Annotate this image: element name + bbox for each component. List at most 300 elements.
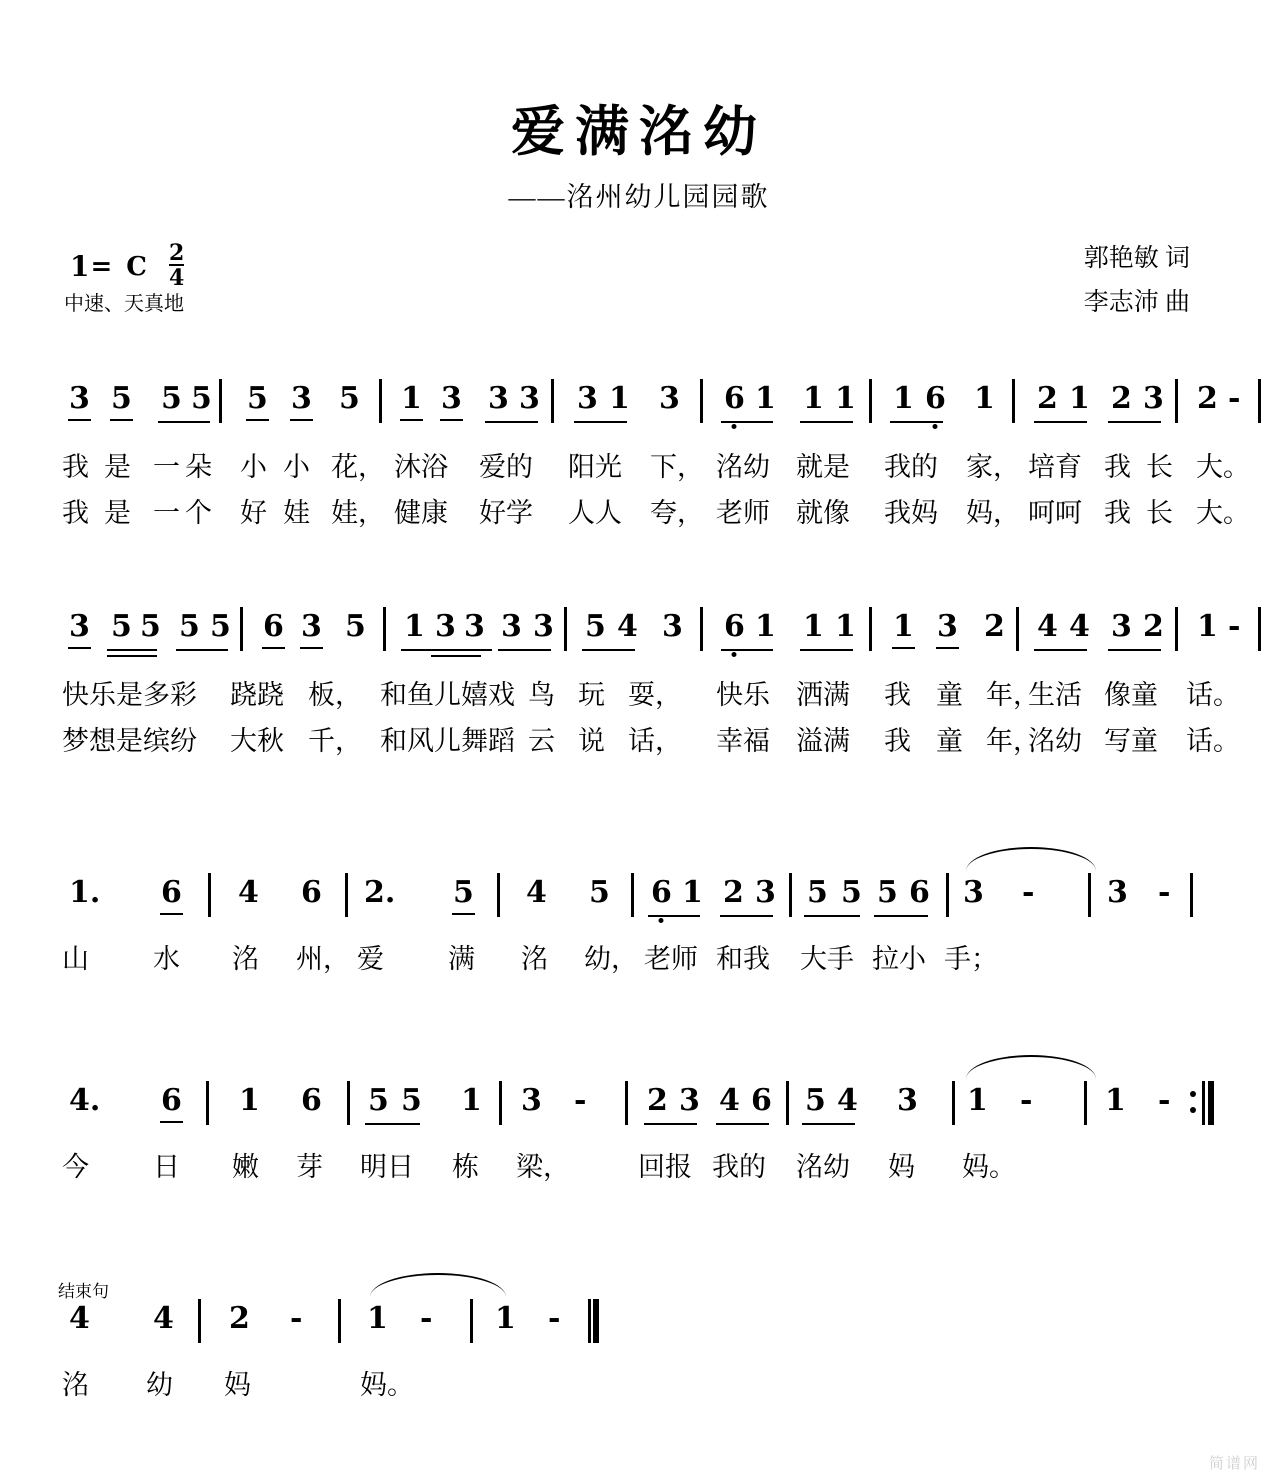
note-row-2	[0, 609, 1278, 663]
barline	[952, 1081, 955, 1125]
lyric-syllable: 洺幼	[1028, 726, 1082, 756]
note: 6	[263, 609, 284, 644]
lyric-syllable: 快乐	[716, 680, 770, 710]
barline	[789, 873, 792, 917]
note: 3	[1143, 381, 1164, 416]
note-dotted: 2.	[364, 875, 396, 910]
note: 1	[803, 609, 824, 644]
note: 6	[161, 875, 182, 910]
note: 3	[897, 1083, 918, 1118]
barline	[1084, 1081, 1087, 1125]
lyric-syllable: 花，	[331, 452, 385, 482]
music-system-4	[0, 1083, 1278, 1191]
note: 2	[1037, 381, 1058, 416]
lyric-syllable: 个	[185, 498, 212, 528]
lyric-syllable: 是	[104, 498, 131, 528]
note: 6	[724, 609, 745, 644]
key-equals-label: =	[90, 251, 113, 282]
barline	[345, 873, 348, 917]
lyric-syllable: 满	[448, 944, 475, 974]
lyric-syllable: 芽	[296, 1152, 323, 1182]
note: 3	[659, 381, 680, 416]
barline	[206, 1081, 209, 1125]
score-metadata	[0, 237, 1278, 329]
barline	[1258, 379, 1261, 423]
tie-slur	[966, 847, 1096, 871]
note: 2	[647, 1083, 668, 1118]
lyric-syllable: 大手	[800, 944, 854, 974]
barline	[869, 379, 872, 423]
lyric-syllable: 鸟	[528, 680, 555, 710]
note: 3	[1111, 609, 1132, 644]
note: 2	[984, 609, 1005, 644]
note: 6	[161, 1083, 182, 1118]
note: 2	[1143, 609, 1164, 644]
note: 5	[877, 875, 898, 910]
note: 4	[617, 609, 638, 644]
lyric-syllable: 我	[1104, 498, 1131, 528]
composer-credit: 李志沛 曲	[1083, 288, 1190, 316]
note: 3	[519, 381, 540, 416]
lyric-syllable: 沐浴	[394, 452, 448, 482]
note: 1	[967, 1083, 988, 1118]
lyric-syllable: 朵	[185, 452, 212, 482]
note: 3	[533, 609, 554, 644]
note: 1	[893, 381, 914, 416]
beam	[716, 1123, 769, 1126]
barline	[946, 873, 949, 917]
barline	[470, 1299, 473, 1343]
lyric-row-coda	[0, 1363, 1278, 1409]
lyric-syllable: 像童	[1104, 680, 1158, 710]
lyric-syllable: 洒满	[796, 680, 850, 710]
lyric-syllable: 爱的	[479, 452, 533, 482]
music-system-1	[0, 381, 1278, 537]
note: 5	[161, 381, 182, 416]
lyric-syllable: 培育	[1028, 452, 1082, 482]
lyric-syllable: 拉小	[872, 944, 926, 974]
beam	[1108, 649, 1161, 652]
note: 5	[339, 381, 360, 416]
beam	[802, 1123, 855, 1126]
lyric-syllable: 妈。	[962, 1152, 1016, 1182]
note: 6	[751, 1083, 772, 1118]
lyric-syllable: 手；	[944, 944, 998, 974]
note: 1	[893, 609, 914, 644]
note: 5	[210, 609, 231, 644]
lyric-syllable: 嫩	[232, 1152, 259, 1182]
beam	[721, 649, 773, 652]
note-dotted: 1.	[69, 875, 101, 910]
lyric-syllable: 小	[240, 452, 267, 482]
music-system-3	[0, 875, 1278, 983]
lyric-row-3	[0, 937, 1278, 983]
tie-slur	[370, 1273, 506, 1297]
beam	[485, 421, 538, 424]
lyric-syllable: 下，	[650, 452, 704, 482]
note: 1	[755, 609, 776, 644]
tempo-marking: 中速、天真地	[64, 293, 184, 315]
beam	[644, 1123, 697, 1126]
lyric-syllable: 话，	[628, 726, 682, 756]
lyric-syllable: 山	[62, 944, 89, 974]
lyric-syllable: 话。	[1186, 726, 1240, 756]
lyric-syllable: 州，	[296, 944, 350, 974]
note-row-4	[0, 1083, 1278, 1137]
lyric-syllable: 幸福	[716, 726, 770, 756]
barline	[625, 1081, 628, 1125]
lyric-syllable: 梦想是缤纷	[62, 726, 197, 756]
note: 4	[69, 1301, 90, 1336]
note: 1	[609, 381, 630, 416]
lyric-syllable: 健康	[394, 498, 448, 528]
barline	[347, 1081, 350, 1125]
barline	[869, 607, 872, 651]
note: 4	[1069, 609, 1090, 644]
page-title: 爱满洺幼	[511, 99, 767, 163]
lyric-syllable: 溢满	[796, 726, 850, 756]
lyric-syllable: 和鱼儿嬉戏	[380, 680, 515, 710]
lyric-syllable: 玩	[578, 680, 605, 710]
beam	[582, 649, 635, 652]
lyric-syllable: 话。	[1186, 680, 1240, 710]
lyric-syllable: 今	[62, 1152, 89, 1182]
lyric-syllable: 云	[528, 726, 555, 756]
note: 6	[909, 875, 930, 910]
credits	[1084, 237, 1190, 325]
note-dash: -	[1022, 875, 1035, 910]
lyric-syllable: 好	[240, 498, 267, 528]
key-name-label: C	[126, 251, 147, 282]
note: 5	[368, 1083, 389, 1118]
lyric-syllable: 洺	[62, 1370, 89, 1400]
lyric-row-1a	[0, 445, 1278, 491]
lyric-syllable: 洺幼	[716, 452, 770, 482]
note: 4	[153, 1301, 174, 1336]
note: 3	[435, 609, 456, 644]
note-dash: -	[1158, 875, 1171, 910]
barline	[1016, 607, 1019, 651]
lyric-syllable: 跷跷	[230, 680, 284, 710]
lyric-syllable: 大秋	[230, 726, 284, 756]
lyric-syllable: 家，	[966, 452, 1020, 482]
lyric-syllable: 快乐是多彩	[62, 680, 197, 710]
barline	[564, 607, 567, 651]
barline	[383, 607, 386, 651]
note-dash: -	[574, 1083, 587, 1118]
lyric-syllable: 梁，	[516, 1152, 570, 1182]
lyric-syllable: 老师	[644, 944, 698, 974]
note: 2	[723, 875, 744, 910]
lyric-syllable: 阳光	[568, 452, 622, 482]
barline	[198, 1299, 201, 1343]
lyric-syllable: 妈	[224, 1370, 251, 1400]
note-dash: -	[548, 1301, 561, 1336]
lyric-syllable: 我的	[884, 452, 938, 482]
lyric-syllable: 幼	[146, 1370, 173, 1400]
note: 3	[441, 381, 462, 416]
key-signature	[70, 240, 185, 292]
barline	[1190, 873, 1193, 917]
lyric-row-2a	[0, 673, 1278, 719]
note: 6	[724, 381, 745, 416]
note: 2	[1111, 381, 1132, 416]
note: 3	[963, 875, 984, 910]
lyric-row-2b	[0, 719, 1278, 765]
lyric-syllable: 好学	[479, 498, 533, 528]
note: 3	[1107, 875, 1128, 910]
lyric-syllable: 大。	[1196, 452, 1250, 482]
note: 3	[291, 381, 312, 416]
lyric-syllable: 就像	[796, 498, 850, 528]
note-row-3	[0, 875, 1278, 929]
lyric-syllable: 年，	[986, 726, 1040, 756]
lyric-syllable: 耍，	[628, 680, 682, 710]
note: 2	[1197, 381, 1218, 416]
lyric-syllable: 我	[884, 680, 911, 710]
lyric-syllable: 长	[1146, 452, 1173, 482]
beam	[498, 649, 551, 652]
lyric-syllable: 小	[283, 452, 310, 482]
lyric-syllable: 栋	[452, 1152, 479, 1182]
note: 5	[807, 875, 828, 910]
note: 5	[585, 609, 606, 644]
note: 1	[835, 609, 856, 644]
barline	[499, 1081, 502, 1125]
note-dash: -	[1158, 1083, 1171, 1118]
barline	[219, 379, 222, 423]
barline	[240, 607, 243, 651]
note: 6	[925, 381, 946, 416]
lyric-syllable: 我	[62, 452, 89, 482]
lyric-syllable: 幼，	[584, 944, 638, 974]
note: 1	[803, 381, 824, 416]
note: 5	[805, 1083, 826, 1118]
time-denominator: 4	[168, 265, 185, 292]
note: 4	[1037, 609, 1058, 644]
time-signature	[169, 242, 184, 290]
lyric-syllable: 童	[936, 680, 963, 710]
beam	[648, 915, 700, 918]
barline	[1258, 607, 1261, 651]
lyric-syllable: 洺	[521, 944, 548, 974]
beam	[890, 421, 943, 424]
lyric-syllable: 童	[936, 726, 963, 756]
beam	[365, 1123, 420, 1126]
lyric-row-4	[0, 1145, 1278, 1191]
barline	[631, 873, 634, 917]
note-dash: -	[1020, 1083, 1033, 1118]
lyric-syllable: 日	[153, 1152, 180, 1182]
lyric-syllable: 明日	[360, 1152, 414, 1182]
note: 6	[301, 1083, 322, 1118]
watermark: 简谱网	[1208, 1456, 1260, 1472]
coda-label: 结束句	[58, 1282, 109, 1301]
note: 3	[577, 381, 598, 416]
note: 1	[835, 381, 856, 416]
tie-slur	[966, 1055, 1096, 1079]
lyric-syllable: 我	[1104, 452, 1131, 482]
beam	[804, 915, 860, 918]
lyric-syllable: 回报	[638, 1152, 692, 1182]
note-row-coda	[0, 1301, 1278, 1355]
barline	[1088, 873, 1091, 917]
note: 3	[488, 381, 509, 416]
note: 2	[229, 1301, 250, 1336]
lyric-syllable: 妈	[888, 1152, 915, 1182]
beam	[1108, 421, 1161, 424]
note: 6	[651, 875, 672, 910]
music-system-2	[0, 609, 1278, 765]
note: 1	[974, 381, 995, 416]
note: 3	[662, 609, 683, 644]
lyric-syllable: 妈。	[360, 1370, 414, 1400]
note: 1	[367, 1301, 388, 1336]
note-dash: -	[290, 1301, 303, 1336]
note: 3	[521, 1083, 542, 1118]
note: 1	[495, 1301, 516, 1336]
beam	[800, 649, 853, 652]
note: 5	[247, 381, 268, 416]
note: 5	[111, 381, 132, 416]
lyric-syllable: 洺	[232, 944, 259, 974]
barline	[551, 379, 554, 423]
barline	[208, 873, 211, 917]
time-numerator: 2	[168, 240, 185, 266]
lyric-syllable: 就是	[796, 452, 850, 482]
beam	[107, 649, 157, 652]
note: 3	[69, 381, 90, 416]
beam	[874, 915, 928, 918]
lyric-syllable: 老师	[716, 498, 770, 528]
lyric-syllable: 娃，	[331, 498, 385, 528]
lyric-syllable: 一	[153, 498, 180, 528]
note: 5	[841, 875, 862, 910]
note: 5	[140, 609, 161, 644]
lyric-syllable: 千，	[308, 726, 362, 756]
lyric-syllable: 是	[104, 452, 131, 482]
barline	[497, 873, 500, 917]
beam	[1034, 421, 1087, 424]
beam	[401, 649, 492, 652]
lyric-syllable: 写童	[1104, 726, 1158, 756]
note-dash: -	[420, 1301, 433, 1336]
note: 1	[401, 381, 422, 416]
note: 5	[111, 609, 132, 644]
lyric-syllable: 和风儿舞蹈	[380, 726, 515, 756]
note-dash: -	[1228, 609, 1241, 644]
note: 3	[69, 609, 90, 644]
lyric-syllable: 板，	[308, 680, 362, 710]
beam-16th	[107, 655, 157, 658]
note-dash: -	[1228, 381, 1241, 416]
note: 1	[755, 381, 776, 416]
page-subtitle: ——洺州幼儿园园歌	[508, 182, 770, 212]
note: 1	[1069, 381, 1090, 416]
beam	[158, 421, 210, 424]
note: 5	[589, 875, 610, 910]
note: 4	[837, 1083, 858, 1118]
note: 1	[461, 1083, 482, 1118]
barline	[700, 379, 703, 423]
barline	[338, 1299, 341, 1343]
lyricist-credit: 郭艳敏 词	[1083, 245, 1190, 272]
note: 4	[526, 875, 547, 910]
barline	[1012, 379, 1015, 423]
lyric-syllable: 人人	[568, 498, 622, 528]
lyric-syllable: 呵呵	[1028, 498, 1082, 528]
lyric-syllable: 长	[1146, 498, 1173, 528]
note: 1	[1105, 1083, 1126, 1118]
barline	[1175, 607, 1178, 651]
note: 3	[937, 609, 958, 644]
note: 5	[191, 381, 212, 416]
lyric-syllable: 和我	[716, 944, 770, 974]
lyric-row-1b	[0, 491, 1278, 537]
lyric-syllable: 大。	[1196, 498, 1250, 528]
lyric-syllable: 一	[153, 452, 180, 482]
barline	[379, 379, 382, 423]
note: 5	[345, 609, 366, 644]
note: 1	[404, 609, 425, 644]
note: 4	[238, 875, 259, 910]
note: 5	[453, 875, 474, 910]
beam	[176, 649, 228, 652]
lyric-syllable: 我妈	[884, 498, 938, 528]
note: 1	[239, 1083, 260, 1118]
music-system-coda	[0, 1282, 1278, 1409]
barline	[1175, 379, 1178, 423]
beam	[720, 915, 773, 918]
note-dotted: 4.	[69, 1083, 101, 1118]
lyric-syllable: 年，	[986, 680, 1040, 710]
note: 3	[301, 609, 322, 644]
note: 3	[501, 609, 522, 644]
lyric-syllable: 我	[884, 726, 911, 756]
beam	[721, 421, 773, 424]
note-row-1	[0, 381, 1278, 435]
lyric-syllable: 水	[153, 944, 180, 974]
final-barline	[588, 1299, 600, 1343]
lyric-syllable: 洺幼	[796, 1152, 850, 1182]
lyric-syllable: 娃	[283, 498, 310, 528]
beam	[574, 421, 627, 424]
key-do-label: 1	[70, 250, 90, 284]
lyric-syllable: 说	[578, 726, 605, 756]
note: 5	[179, 609, 200, 644]
lyric-syllable: 我	[62, 498, 89, 528]
note: 6	[301, 875, 322, 910]
note: 3	[679, 1083, 700, 1118]
note: 3	[755, 875, 776, 910]
note: 1	[1197, 609, 1218, 644]
note: 3	[464, 609, 485, 644]
beam	[1034, 649, 1087, 652]
beam	[800, 421, 853, 424]
note: 4	[719, 1083, 740, 1118]
barline	[786, 1081, 789, 1125]
lyric-syllable: 妈，	[966, 498, 1020, 528]
lyric-syllable: 爱	[357, 944, 384, 974]
lyric-syllable: 我的	[712, 1152, 766, 1182]
beam-16th	[431, 655, 481, 658]
barline	[700, 607, 703, 651]
note: 5	[401, 1083, 422, 1118]
repeat-end-barline	[1202, 1081, 1216, 1125]
note: 1	[682, 875, 703, 910]
lyric-syllable: 生活	[1028, 680, 1082, 710]
lyric-syllable: 夸，	[650, 498, 704, 528]
